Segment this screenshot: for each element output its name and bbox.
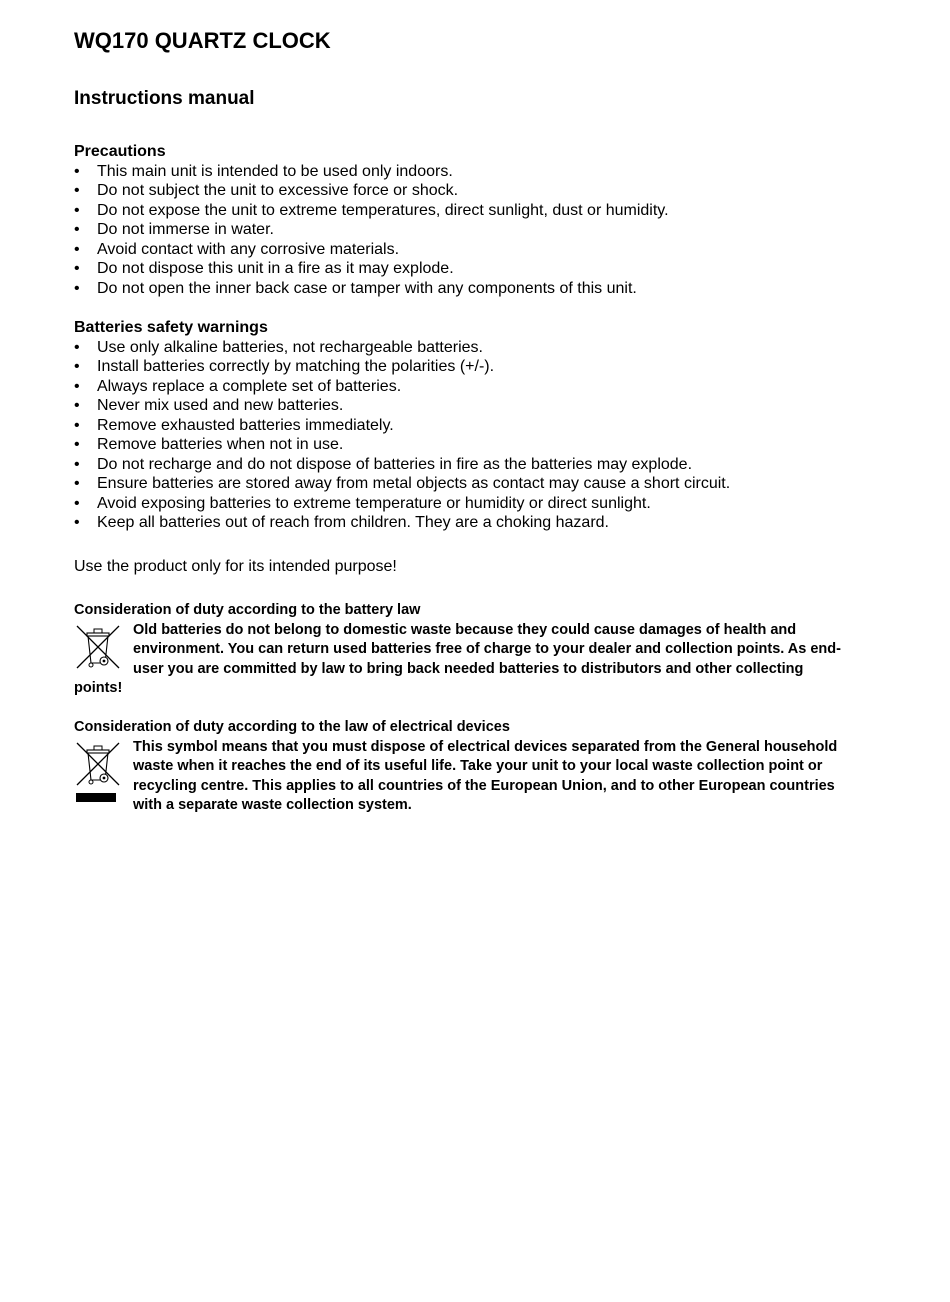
crossed-bin-icon	[74, 623, 124, 673]
list-item	[74, 201, 864, 221]
list-item	[74, 474, 864, 494]
batteries-section	[74, 318, 864, 533]
list-item	[74, 494, 864, 514]
list-item	[74, 513, 864, 533]
bullet-icon: •	[74, 221, 80, 238]
list-item-text: Do not subject the unit to excessive force or shock.	[97, 182, 459, 199]
bullet-icon: •	[74, 436, 80, 453]
bullet-icon: •	[74, 201, 80, 219]
bullet-icon: •	[74, 240, 80, 258]
list-item	[74, 279, 864, 299]
bullet-icon: •	[74, 338, 80, 356]
list-item	[74, 435, 864, 455]
list-item-text: Avoid exposing batteries to extreme temperature or humidity or direct sunlight.	[97, 494, 651, 512]
list-item	[74, 162, 864, 182]
list-item-text: Do not dispose this unit in a fire as it may explode.	[97, 260, 454, 277]
precautions-heading: Precautions	[74, 143, 166, 160]
list-item-text: Ensure batteries are stored away from metal objects as contact may cause a short circuit.	[97, 475, 731, 492]
electrical-law-text: This symbol means that you must dispose of electrical devices separated from the General household waste when it reaches the end of its useful life. Take your unit to your local waste collection point or recycling centre. This applies to all countries of the European Union, and to other European countries with a separate waste collection system.	[133, 738, 838, 813]
bullet-icon: •	[74, 455, 80, 473]
list-item-text: Do not open the inner back case or tamper with any components of this unit.	[97, 279, 637, 297]
list-item	[74, 416, 864, 436]
precautions-section	[74, 142, 864, 298]
list-item	[74, 240, 864, 260]
list-item-text: Install batteries correctly by matching the polarities (+/-).	[97, 358, 495, 375]
bullet-icon: •	[74, 494, 80, 512]
list-item	[74, 181, 864, 201]
list-item-text: Never mix used and new batteries.	[97, 397, 344, 414]
list-item	[74, 396, 864, 416]
precautions-list	[74, 162, 864, 299]
batteries-heading: Batteries safety warnings	[74, 319, 268, 336]
bullet-icon: •	[74, 279, 80, 297]
document-title: WQ170 QUARTZ CLOCK	[74, 28, 331, 53]
bullet-icon: •	[74, 260, 80, 277]
list-item-text: Avoid contact with any corrosive materials.	[97, 240, 400, 258]
bullet-icon: •	[74, 416, 80, 434]
list-item	[74, 377, 864, 397]
list-item-text: This main unit is intended to be used only indoors.	[97, 162, 453, 180]
bullet-icon: •	[74, 514, 80, 531]
list-item-text: Do not expose the unit to extreme temperatures, direct sunlight, dust or humidity.	[97, 201, 669, 219]
document-subtitle: Instructions manual	[74, 88, 255, 109]
list-item-text: Always replace a complete set of batteries.	[97, 377, 402, 395]
battery-law-text: Old batteries do not belong to domestic waste because they could cause damages of health and environment. You can return used batteries free of charge to your dealer and collection points. As end-user you are committed by law to bring back needed batteries to distributors and other collecting points!	[74, 621, 841, 696]
bullet-icon: •	[74, 182, 80, 199]
weee-bin-icon	[74, 740, 124, 804]
list-item-text: Do not immerse in water.	[97, 221, 274, 238]
battery-law-body	[74, 621, 854, 699]
bullet-icon: •	[74, 377, 80, 395]
bullet-icon: •	[74, 358, 80, 375]
list-item-text: Keep all batteries out of reach from children. They are a choking hazard.	[97, 514, 609, 531]
battery-law-heading: Consideration of duty according to the battery law	[74, 602, 421, 618]
list-item-text: Do not recharge and do not dispose of batteries in fire as the batteries may explode.	[97, 455, 693, 473]
purpose-note: Use the product only for its intended purpose!	[74, 558, 397, 575]
list-item	[74, 259, 864, 279]
bullet-icon: •	[74, 397, 80, 414]
batteries-list	[74, 338, 864, 533]
list-item	[74, 220, 864, 240]
bullet-icon: •	[74, 475, 80, 492]
list-item	[74, 455, 864, 475]
bullet-icon: •	[74, 162, 80, 180]
list-item-text: Use only alkaline batteries, not rechargeable batteries.	[97, 338, 483, 356]
list-item-text: Remove batteries when not in use.	[97, 436, 344, 453]
battery-law-section	[74, 601, 854, 699]
electrical-law-section	[74, 718, 854, 816]
list-item	[74, 338, 864, 358]
list-item	[74, 357, 864, 377]
electrical-law-body	[74, 738, 854, 816]
list-item-text: Remove exhausted batteries immediately.	[97, 416, 394, 434]
electrical-law-heading: Consideration of duty according to the law of electrical devices	[74, 719, 510, 735]
